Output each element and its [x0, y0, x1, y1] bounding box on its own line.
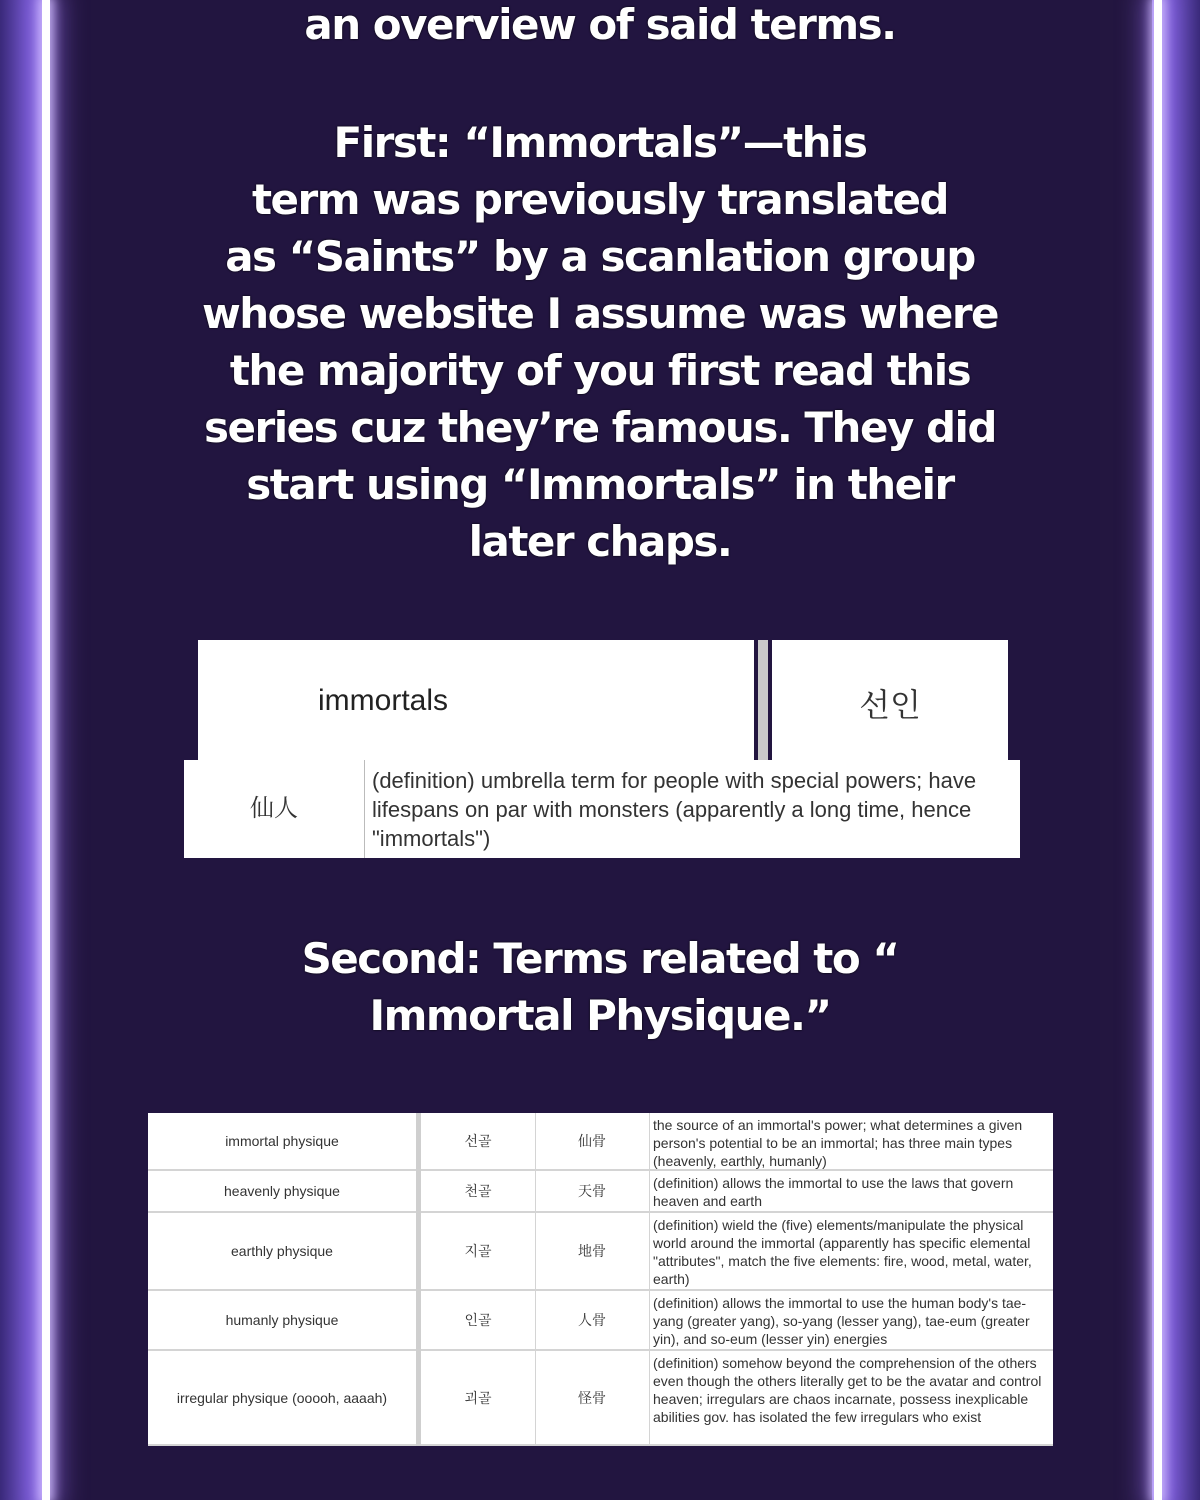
first-section-line: the majority of you first read this	[229, 346, 971, 395]
physique-hanja-term: 怪骨	[578, 1389, 606, 1406]
physique-korean-term: 지골	[464, 1243, 492, 1259]
physique-definition: (definition) allows the immortal to use the human body's tae-yang (greater yang), so-yang (lesser yang), tae-eum (greater yin), and so-eum (lesser yin) energies	[653, 1295, 1030, 1347]
column-divider	[535, 1113, 536, 1446]
immortals-korean-term: 선인	[859, 687, 921, 723]
first-section-line: term was previously translated	[251, 175, 948, 224]
table-row	[148, 1171, 1053, 1213]
physique-english-term: earthly physique	[231, 1243, 333, 1259]
physique-hanja-term: 天骨	[578, 1183, 606, 1199]
second-section-line: Immortal Physique.”	[369, 991, 831, 1040]
table-row	[148, 1351, 1053, 1446]
physique-definition: the source of an immortal's power; what determines a given person's potential to be an immortal; has three main types (heavenly, earthly, humanly)	[653, 1117, 1023, 1169]
second-section-line: Second: Terms related to “	[301, 934, 899, 983]
left-neon-line	[42, 0, 50, 1500]
physique-korean-term: 선골	[464, 1133, 492, 1149]
intro-tail-text	[150, 0, 1050, 50]
left-frame-border	[0, 0, 48, 1500]
physique-english-term: immortal physique	[225, 1133, 339, 1149]
intro-tail-line: an overview of said terms.	[304, 0, 896, 49]
immortals-english-term: immortals	[318, 684, 449, 717]
right-neon-line	[1154, 0, 1162, 1500]
physique-definition: (definition) allows the immortal to use the laws that govern heaven and earth	[653, 1175, 1014, 1209]
physique-english-term: heavenly physique	[224, 1183, 340, 1199]
physique-korean-term: 인골	[464, 1312, 492, 1328]
physique-english-term: irregular physique (ooooh, aaaah)	[176, 1389, 388, 1406]
immortals-english-header	[198, 640, 754, 760]
physique-hanja-term: 地骨	[578, 1243, 606, 1259]
immortals-korean-header	[772, 640, 1008, 760]
cell-divider	[364, 760, 365, 858]
table-row	[148, 1213, 1053, 1291]
first-section-line: later chaps.	[468, 517, 732, 566]
physique-hanja-term: 人骨	[578, 1312, 606, 1328]
column-divider	[649, 1113, 650, 1446]
header-divider	[758, 640, 768, 760]
immortals-hanja-term: 仙人	[250, 795, 298, 822]
table-row	[148, 1291, 1053, 1351]
first-section-text	[150, 114, 1050, 570]
physique-definition: (definition) somehow beyond the comprehension of the others even though the others literally get to be the avatar and control heaven; irregulars are chaos incarnate, possess inexplicable abilities gov. has isolated the few irregulars who exist	[653, 1355, 1042, 1425]
first-section-line: start using “Immortals” in their	[246, 460, 954, 509]
first-section-line: whose website I assume was where	[201, 289, 999, 338]
physique-korean-term: 괴골	[464, 1389, 492, 1406]
physique-definition: (definition) wield the (five) elements/manipulate the physical world around the immortal (apparently has specific elemental "attributes", match the five elements: fire, wood, metal, water, earth)	[653, 1217, 1032, 1287]
first-section-line: series cuz they’re famous. They did	[204, 403, 996, 452]
immortals-definition-row	[184, 760, 1020, 858]
first-section-line: as “Saints” by a scanlation group	[225, 232, 975, 281]
immortals-term-table	[184, 640, 1020, 858]
column-divider	[416, 1113, 421, 1446]
physique-hanja-term: 仙骨	[578, 1133, 606, 1149]
second-section-text	[150, 930, 1050, 1044]
physique-terms-table	[148, 1113, 1053, 1446]
physique-korean-term: 천골	[464, 1183, 492, 1199]
table-row	[148, 1113, 1053, 1171]
immortals-definition: (definition) umbrella term for people with special powers; have lifespans on par with monsters (apparently a long time, hence "immortals")	[372, 768, 977, 851]
first-section-line: First: “Immortals”—this	[333, 118, 867, 167]
physique-english-term: humanly physique	[225, 1312, 339, 1328]
